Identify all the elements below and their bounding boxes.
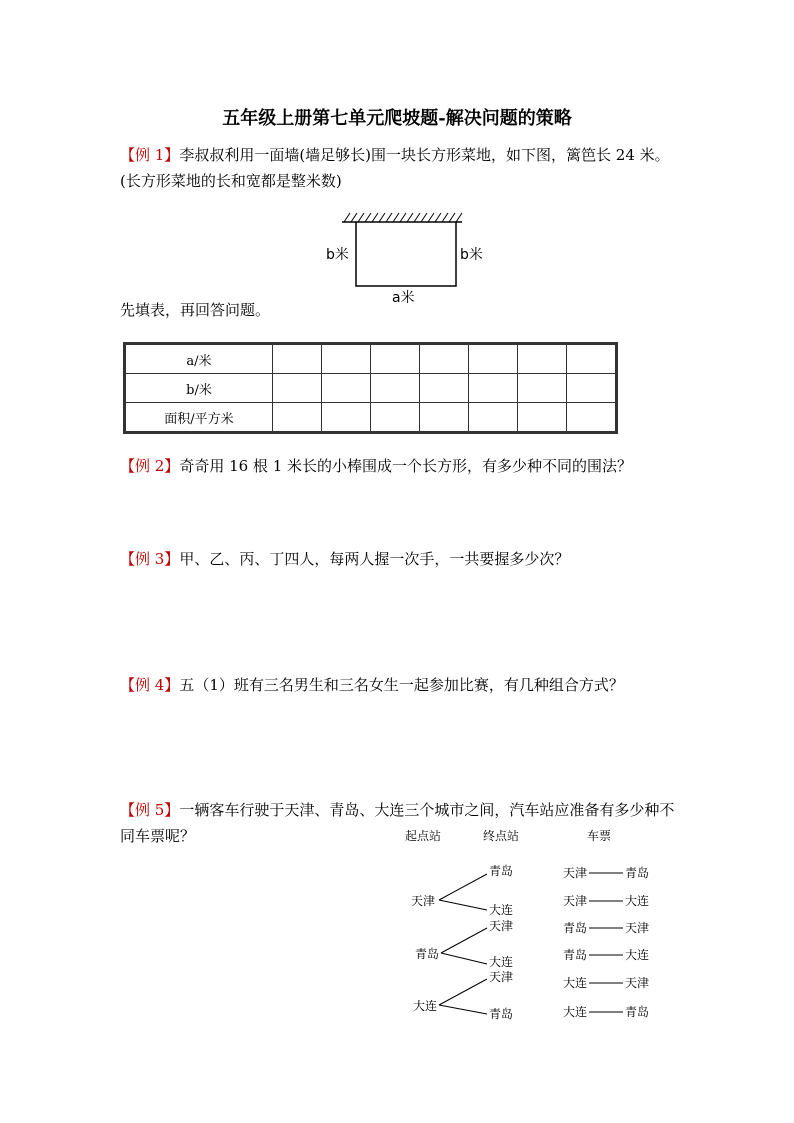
fence-rectangle [356,222,456,286]
table-cell[interactable] [518,345,567,374]
ticket-from: 天津 [563,866,588,880]
table-cell[interactable] [469,403,518,432]
header-start-station: 起点站 [405,829,442,843]
end-station: 天津 [489,919,514,933]
table-cell[interactable] [420,374,469,403]
table-cell[interactable] [567,403,616,432]
table-row [126,374,616,403]
table-cell[interactable] [322,345,371,374]
end-station: 青岛 [489,864,514,878]
example-1-text: 李叔叔利用一面墙(墙足够长)围一块长方形菜地，如下图，篱笆长 24 米。(长方形菜地的长和宽都是整米数) [120,146,670,190]
table-cell[interactable] [322,403,371,432]
table-cell[interactable] [469,374,518,403]
example-4 [120,672,680,698]
wall-hatching [344,213,462,222]
example-2-tag: 【例 2】 [120,457,180,475]
table-cell[interactable] [567,345,616,374]
table-cell[interactable] [322,374,371,403]
example-2-text: 奇奇用 16 根 1 米长的小棒围成一个长方形，有多少种不同的围法？ [179,457,633,475]
table-cell[interactable] [273,345,322,374]
header-end-station: 终点站 [483,829,520,843]
ticket-to: 大连 [625,948,650,962]
bottom-side-label: a米 [392,290,415,306]
table-cell[interactable] [371,403,420,432]
table-cell[interactable] [371,374,420,403]
row-header-a: a/米 [126,345,273,374]
header-ticket: 车票 [587,829,612,843]
table-cell[interactable] [420,345,469,374]
ticket-from: 青岛 [563,921,588,935]
page-title: 五年级上册第七单元爬坡题-解决问题的策略 [222,108,572,129]
example-3-tag: 【例 3】 [120,550,180,568]
start-station: 青岛 [415,947,440,961]
start-station: 大连 [413,999,438,1013]
instruction: 先填表，再回答问题。 [120,301,271,319]
ticket-list [563,865,649,1019]
tree-branches [439,874,487,1014]
ticket-from: 大连 [563,976,588,990]
ticket-to: 大连 [625,894,650,908]
table-cell[interactable] [567,374,616,403]
ticket-to: 天津 [625,921,650,935]
table-cell[interactable] [371,345,420,374]
example-4-text: 五（1）班有三名男生和三名女生一起参加比赛，有几种组合方式？ [179,676,624,694]
garden-figure [320,208,490,308]
example-3-text: 甲、乙、丙、丁四人，每两人握一次手，一共要握多少次？ [179,550,570,568]
table-cell[interactable] [273,403,322,432]
right-side-label: b米 [460,247,483,263]
ticket-from: 大连 [563,1005,588,1019]
example-3 [120,546,680,572]
fill-table [123,342,618,434]
example-4-tag: 【例 4】 [120,676,180,694]
example-1 [120,142,680,194]
example-5-tag: 【例 5】 [120,801,180,819]
ticket-tree-diagram [395,822,695,1032]
table-cell[interactable] [420,403,469,432]
table-row [126,345,616,374]
table-cell[interactable] [518,403,567,432]
end-station: 青岛 [489,1007,514,1021]
ticket-to: 天津 [625,976,650,990]
ticket-to: 青岛 [625,1005,650,1019]
left-side-label: b米 [326,247,349,263]
table-cell[interactable] [518,374,567,403]
example-5-text: 一辆客车行驶于天津、青岛、大连三个城市之间，汽车站应准备有多少种不同车票呢？ [120,801,675,845]
row-header-area: 面积/平方米 [126,403,273,432]
ticket-to: 青岛 [625,866,650,880]
end-station: 大连 [489,955,514,969]
table-cell[interactable] [273,374,322,403]
example-2 [120,453,680,479]
row-header-b: b/米 [126,374,273,403]
ticket-from: 天津 [563,894,588,908]
table-cell[interactable] [469,345,518,374]
start-station: 天津 [411,894,436,908]
ticket-from: 青岛 [563,948,588,962]
table-row [126,403,616,432]
end-station: 天津 [489,970,514,984]
end-station: 大连 [489,903,514,917]
example-1-tag: 【例 1】 [120,146,180,164]
